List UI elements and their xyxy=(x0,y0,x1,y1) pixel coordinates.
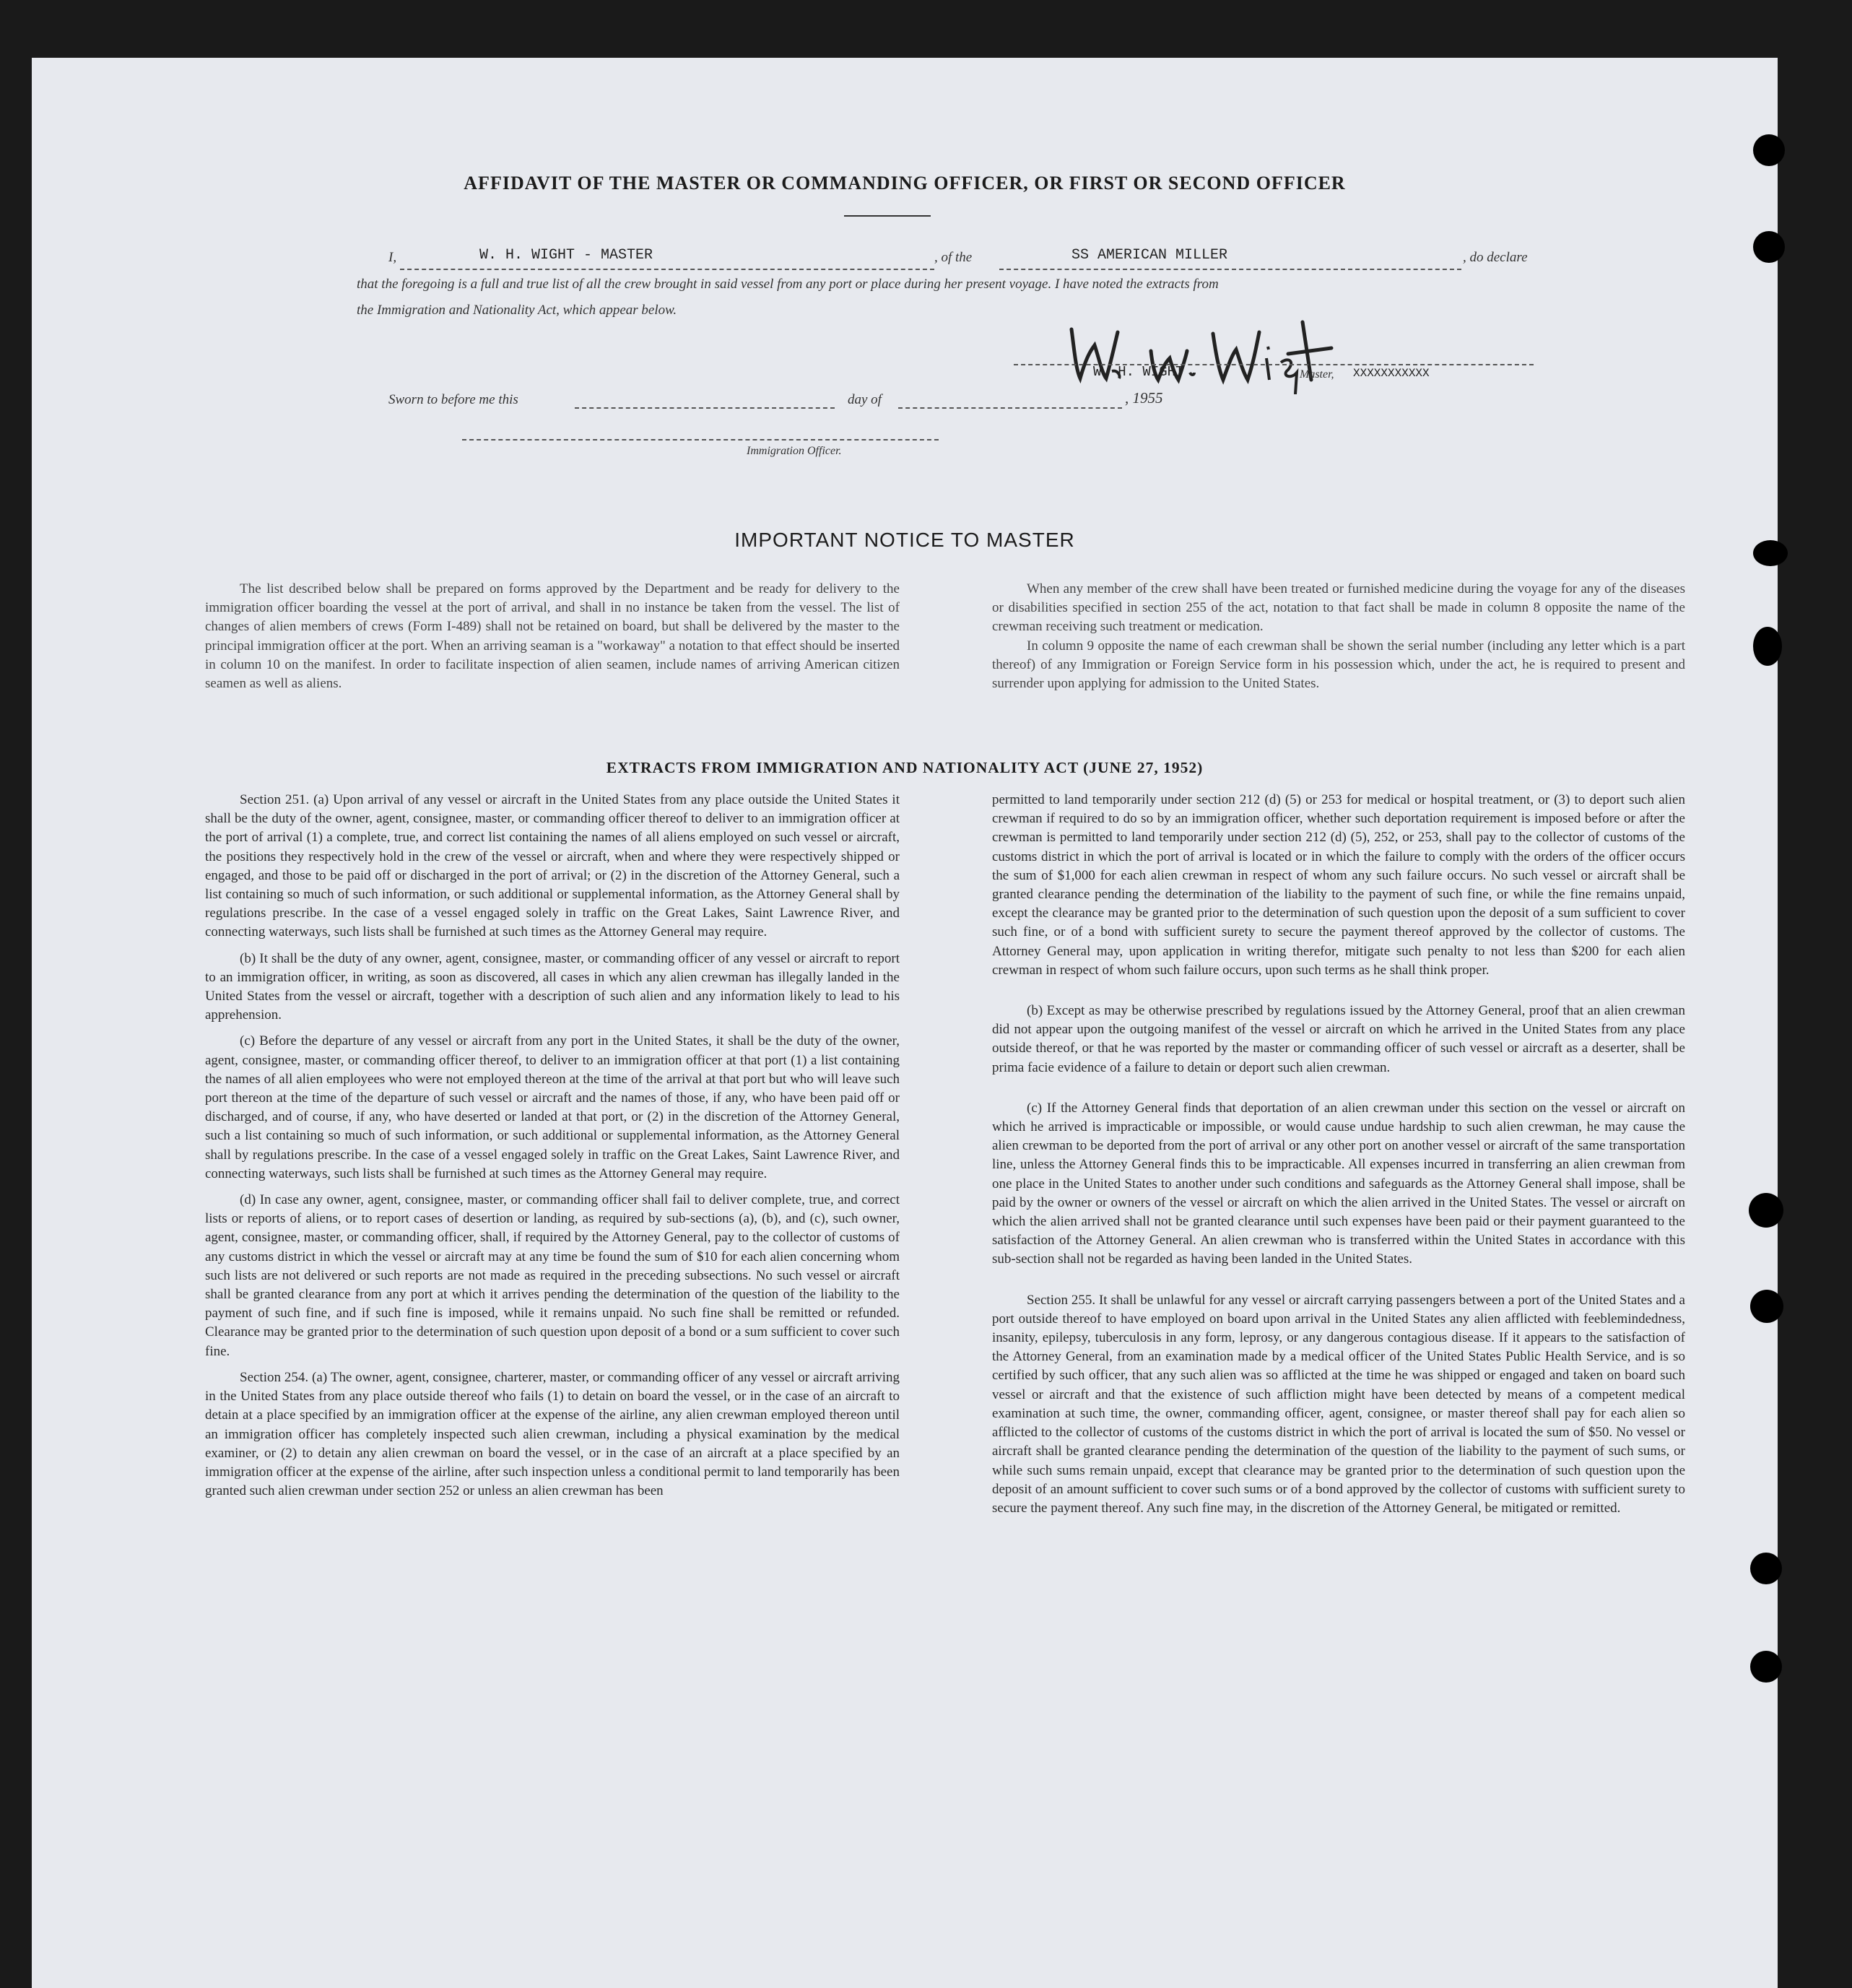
do-declare-label: , do declare xyxy=(1463,250,1528,265)
signer-name-typed: W. H. WIGHT xyxy=(1093,364,1184,380)
extracts-left-column xyxy=(205,791,900,1508)
extract-paragraph: (b) Except as may be otherwise prescribed by regulations issued by the Attorney General, proof that an alien crewman did not appear upon the outgoing manifest of the vessel or aircraft on which he arrived in the United States from any place outside thereof, or that he was reported by the master or commanding officer of such vessel or aircraft as a deserter, shall be prima facie evidence of a failure to detain or deport such alien crewman. xyxy=(992,1003,1685,1075)
notice-right-paragraph-1: When any member of the crew shall have been treated or furnished medicine during the voyage for any of the diseases or disabilities specified in section 255 of the act, notation to that fact shall be made in column 8 opposite the name of the crewman receiving such treatment or medication. xyxy=(992,581,1685,635)
extract-paragraph: (d) In case any owner, agent, consignee, master, or commanding officer shall fail to deliver complete, true, and correct lists or reports of aliens, or to report cases of desertion or landing, as required by sub-sections (a), (b), and (c), such owner, agent, consignee, master, or commanding officer, shall, if required by the Attorney General, pay to the collector of customs of any customs district in which the vessel or aircraft may at any time be found the sum of $10 for each alien concerning whom such lists are not delivered or such reports are not made as required in the preceding subsections. No such vessel or aircraft shall be granted clearance from any port at which it arrives pending the determination of the question of the liability to the payment of such fine, and if such fine is imposed, while it remains unpaid. No such fine shall be remitted or refunded. Clearance may be granted prior to the determination of such question upon deposit of a bond or a sum sufficient to cover such fine. xyxy=(205,1192,900,1359)
master-label: Master, xyxy=(1300,368,1334,381)
officer-line xyxy=(462,439,939,440)
extracts-right-column xyxy=(992,791,1685,1540)
punch-hole xyxy=(1749,1193,1783,1228)
sworn-year: , 1955 xyxy=(1125,389,1163,407)
extract-paragraph: (b) It shall be the duty of any owner, agent, consignee, master, or commanding officer of any vessel or aircraft to report to an immigration officer, in writing, as soon as discovered, all cases in which any alien crewman has illegally landed in the United States from the vessel or aircraft, together with a description of such alien and any information likely to lead to his apprehension. xyxy=(205,950,900,1023)
document-page xyxy=(32,58,1778,1988)
day-of-label: day of xyxy=(848,392,882,407)
extracts-title: EXTRACTS FROM IMMIGRATION AND NATIONALITY ACT (JUNE 27, 1952) xyxy=(606,759,1204,776)
signature-line xyxy=(1014,364,1534,365)
affidavit-title: AFFIDAVIT OF THE MASTER OR COMMANDING OFFICER, OR FIRST OR SECOND OFFICER xyxy=(464,173,1346,194)
extract-paragraph: (c) If the Attorney General finds that deportation of an alien crewman under this section on the vessel or aircraft on which he arrived is impracticable or impossible, or would cause undue hardship to such alien crewman, he may cause the alien crewman to be deported from the port of arrival or any other port on another vessel or aircraft of the same transportation line, unless the Attorney General finds this to be impracticable. All expenses incurred in transferring an alien crewman from one place in the United States to another under such conditions and safeguards as the Attorney General shall impose, shall be paid by the owner or owners of the vessel or aircraft on which the alien arrived in the United States. The vessel or aircraft on which the alien arrived shall not be granted clearance until such expenses have been paid or their payment guaranteed to the satisfaction of the Attorney General. An alien crewman who is transferred within the United States in accordance with this sub-section shall not be regarded as having been landed in the United States. xyxy=(992,1100,1685,1267)
extract-paragraph: Section 255. It shall be unlawful for any vessel or aircraft carrying passengers between a port of the United States and a port outside thereof to have employed on board upon arrival in the United States any alien afflicted with feeblemindedness, insanity, epilepsy, tuberculosis in any form, leprosy, or any dangerous contagious disease. If it appears to the satisfaction of the Attorney General, from an examination made by a medical officer of the United States Public Health Service, and is so certified by such officer, that any such alien was so afflicted at the time he was shipped or engaged and taken on board such vessel or aircraft and that the existence of such affliction might have been detected by means of a competent medical examination at such time, the owner, commanding officer, agent, consignee, or master thereof shall pay for each alien so afflicted to the collector of customs of the customs district in which the port of arrival is located the sum of $50. No vessel or aircraft shall be granted clearance pending the determination of the question of the liability to the payment of such sums, or while such sums remain unpaid, except that clearance may be granted prior to the determination of such question upon the deposit of an amount sufficient to cover such sums or of a bond approved by the collector of customs with sufficient surety to secure the payment thereof. Any such fine may, in the discretion of the Attorney General, be mitigated or remitted. xyxy=(992,1292,1685,1516)
declaration-line-1: that the foregoing is a full and true list of all the crew brought in said vessel from any port or place during her present voyage. I have noted the extracts from xyxy=(357,277,1219,292)
title-rule xyxy=(844,215,931,217)
extract-paragraph: Section 251. (a) Upon arrival of any vessel or aircraft in the United States from any place outside the United States it shall be the duty of the owner, agent, consignee, master, or commanding officer thereof to deliver to an immigration officer at the port of arrival (1) a complete, true, and correct list containing the names of all aliens employed on such vessel or aircraft, the positions they respectively hold in the crew of the vessel or aircraft, when and where they were respectively shipped or engaged, and those to be paid off or discharged in the port of arrival; or (2) in the discretion of the Attorney General, such a list containing so much of such information, or such additional or supplemental information, as the Attorney General shall by regulations prescribe. In the case of a vessel engaged solely in traffic on the Great Lakes, Saint Lawrence River, and connecting waterways, such lists shall be furnished at such times as the Attorney General may require. xyxy=(205,792,900,940)
of-the-label: , of the xyxy=(934,250,973,265)
struck-title: XXXXXXXXXXX xyxy=(1353,367,1430,380)
sworn-month-line xyxy=(898,407,1122,409)
notice-title: IMPORTANT NOTICE TO MASTER xyxy=(734,529,1075,551)
notice-right-column xyxy=(992,580,1685,700)
sworn-label: Sworn to before me this xyxy=(388,392,518,407)
notice-right-paragraph-2: In column 9 opposite the name of each crewman shall be shown the serial number (including any letter which is a part thereof) of any Immigration or Foreign Service form in his possession which, under the act, he is required to present and surrender upon applying for admission to the United States. xyxy=(992,638,1685,692)
punch-hole xyxy=(1750,1290,1783,1323)
extract-paragraph: permitted to land temporarily under section 212 (d) (5) or 253 for medical or hospital treatment, or (3) to deport such alien crewman if required to do so by an immigration officer, whether such deportation requirement is imposed before or after the crewman is permitted to land temporarily under section 212 (d) (5), 252, or 253, shall pay to the collector of customs of the customs district in which the port of arrival is located or in which the failure to comply with the orders of the officer occurs the sum of $1,000 for each alien crewman in respect of whom any such failure occurs. No such vessel or aircraft shall be granted clearance pending the determination of the liability to the payment of such fine, or while the fine remains unpaid, except the clearance may be granted prior to the determination of such question upon the deposit of a sum sufficient to cover such fine, or of a bond with sufficient surety to secure the payment thereof approved by the collector of customs. The Attorney General may, upon application in writing therefor, mitigate such penalty to not less than $200 for each alien crewman in respect of whom such failure occurs, upon such terms as he shall think proper. xyxy=(992,792,1685,978)
immigration-officer-label: Immigration Officer. xyxy=(747,445,842,457)
extract-paragraph: (c) Before the departure of any vessel or aircraft from any port in the United States, it shall be the duty of the owner, agent, consignee, master, or commanding officer thereof, to deliver to an immigration officer at that port (1) a list containing the names of all alien employees who were not employed thereon at the time of the arrival at that port but who will leave such port thereon at the time of the departure of such vessel or aircraft and the names of those, if any, who have been paid off or discharged, and of course, if any, who have deserted or landed at that port, or (2) in the discretion of the Attorney General, such a list containing so much of such information, or such additional or supplemental information, as the Attorney General shall by regulations prescribe. In the case of a vessel engaged solely in traffic on the Great Lakes, Saint Lawrence River, and connecting waterways, such lists shall be furnished at such times as the Attorney General may require. xyxy=(205,1033,900,1181)
vessel-line xyxy=(999,269,1461,270)
extract-paragraph: Section 254. (a) The owner, agent, consignee, charterer, master, or commanding officer of any vessel or aircraft arriving in the United States from any place outside thereof who fails (1) to detain on board the vessel, or in the case of an aircraft to detain at a place specified by an immigration officer at the expense of the airline, any alien crewman employed thereon until an immigration officer has completely inspected such alien crewman, including a physical examination by the medical examiner, or (2) to detain any alien crewman on board the vessel, or in the case of an aircraft at a place specified by an immigration officer at the expense of the airline, after such inspection unless a conditional permit to land temporarily has been granted such alien crewman under section 252 or unless an alien crewman has been xyxy=(205,1369,900,1499)
notice-left-paragraph: The list described below shall be prepared on forms approved by the Department and be ready for delivery to the immigration officer boarding the vessel at the port of arrival, and shall in no instance be taken from the vessel. The list of changes of alien members of crews (Form I-489) shall not be retained on board, but shall be delivered by the master to the principal immigration officer at the port. When an arriving seaman is a "workaway" a notation to that effect should be inserted in column 10 on the manifest. In order to facilitate inspection of alien seamen, include names of arriving American citizen seamen as well as aliens. xyxy=(205,581,900,692)
declaration-line-2: the Immigration and Nationality Act, which appear below. xyxy=(357,303,677,318)
name-line xyxy=(400,269,934,270)
notice-left-column xyxy=(205,580,900,700)
vessel-name-typed: SS AMERICAN MILLER xyxy=(1071,247,1228,264)
punch-hole xyxy=(1753,627,1782,666)
punch-hole xyxy=(1750,1553,1782,1584)
punch-hole xyxy=(1750,1651,1782,1683)
sworn-day-line xyxy=(575,407,835,409)
punch-hole xyxy=(1753,231,1785,263)
i-label: I, xyxy=(388,250,397,265)
master-name-typed: W. H. WIGHT - MASTER xyxy=(479,247,653,264)
punch-hole xyxy=(1753,134,1785,166)
